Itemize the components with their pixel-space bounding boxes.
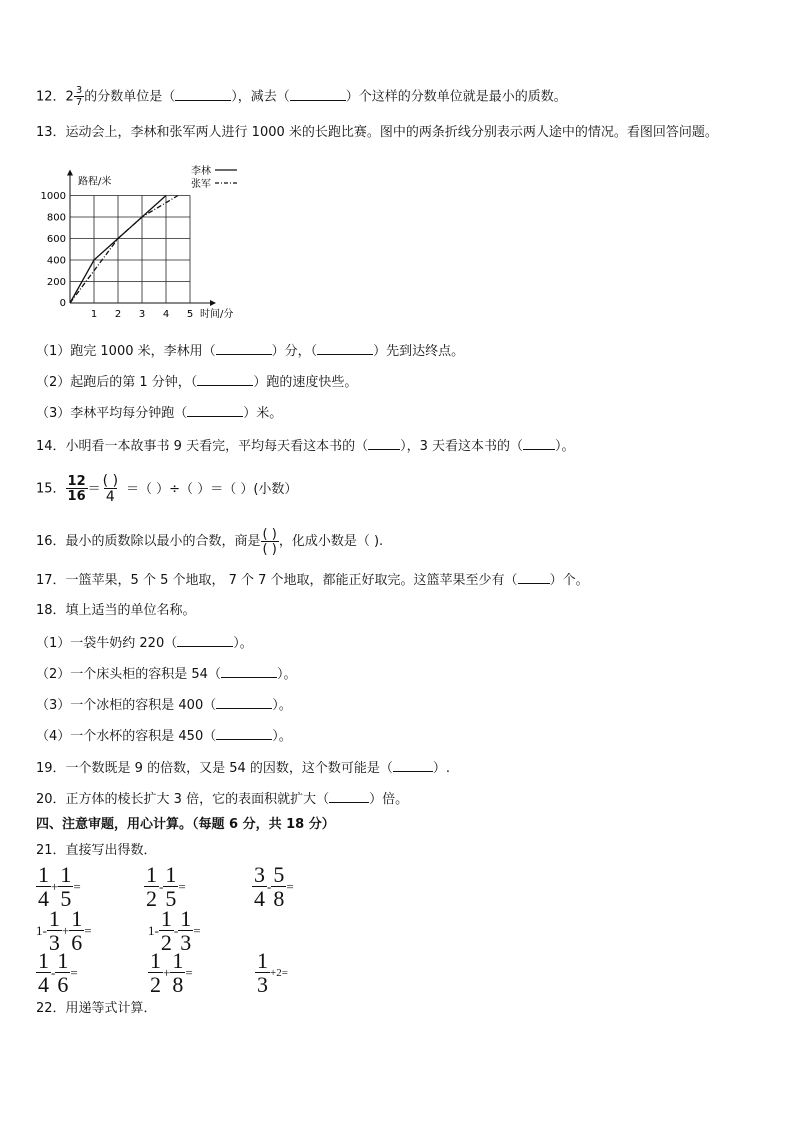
answer-blank[interactable] — [518, 571, 550, 584]
answer-blank[interactable] — [216, 342, 272, 355]
question-18-item4: （4）一个水杯的容积是 450（ ）。 — [36, 729, 292, 744]
answer-blank[interactable] — [290, 88, 346, 101]
calc-r2-2: 1- $\frac{1}{2}$ - $\frac{1}{3}$ = — [148, 906, 201, 955]
question-17: 17．一篮苹果，5 个 5 个地取， 7 个 7 个地取，都能正好取完。这篮苹果至少有（ ）个。 — [36, 573, 589, 588]
y-tick-label: 800 — [46, 212, 66, 224]
answer-blank[interactable] — [523, 437, 555, 450]
fraction-12-16: $\frac{12}{16}$ — [67, 474, 86, 504]
x-axis-label: 时间/分 — [200, 309, 234, 320]
y-axis-label: 路程/米 — [78, 176, 112, 188]
calc-r3-3: $\frac{1}{3}$ +2= — [257, 948, 288, 997]
x-tick-label: 4 — [162, 309, 170, 320]
question-18-title: 18．填上适当的单位名称。 — [36, 603, 196, 618]
answer-blank[interactable] — [221, 665, 277, 678]
x-tick-label: 3 — [138, 309, 146, 320]
question-18-item1: （1）一袋牛奶约 220（ ）。 — [36, 636, 253, 651]
calc-r3-2: $\frac{1}{2}$ + $\frac{1}{8}$ = — [150, 948, 193, 997]
x-tick-label: 5 — [186, 309, 194, 320]
answer-blank[interactable] — [317, 342, 373, 355]
origin-label: 0 — [59, 298, 66, 309]
calc-r1-3: $\frac{3}{4}$ - $\frac{5}{8}$ = — [254, 862, 294, 911]
calc-r1-1: $\frac{1}{4}$ + $\frac{1}{5}$ = — [38, 862, 81, 911]
x-tick-label: 1 — [90, 309, 98, 320]
y-axis-arrow — [67, 170, 73, 176]
answer-blank[interactable] — [216, 696, 272, 709]
question-13-sub3: （3）李林平均每分钟跑（ ）米。 — [36, 406, 283, 421]
question-20: 20．正方体的棱长扩大 3 倍，它的表面积就扩大（ ）倍。 — [36, 792, 409, 807]
y-tick-label: 200 — [46, 277, 66, 288]
fraction-3-7: $\frac{3}{7}$ — [75, 85, 83, 108]
question-14: 14．小明看一本故事书 9 天看完，平均每天看这本书的（ ），3 天看这本书的（ ）。 — [36, 439, 575, 454]
question-19: 19．一个数既是 9 的倍数，又是 54 的因数，这个数可能是（ ）. — [36, 761, 451, 776]
answer-blank[interactable] — [216, 727, 272, 740]
question-13-sub2: （2）起跑后的第 1 分钟，（ ）跑的速度快些。 — [36, 375, 358, 390]
y-tick-label: 600 — [46, 234, 66, 245]
question-13-sub1: （1）跑完 1000 米，李林用（ ）分，（ ）先到达终点。 — [36, 344, 465, 359]
calc-r3-1: $\frac{1}{4}$ - $\frac{1}{6}$ = — [38, 948, 78, 997]
fraction-blank-4[interactable]: ( ) 4 — [102, 473, 119, 505]
answer-blank[interactable] — [175, 88, 231, 101]
question-18-item2: （2）一个床头柜的容积是 54（ ）。 — [36, 667, 297, 682]
y-tick-label: 1000 — [40, 191, 66, 202]
calc-r2-1: 1- $\frac{1}{3}$ + $\frac{1}{6}$ = — [36, 906, 92, 955]
fraction-blank[interactable]: ( ) ( ) — [262, 526, 277, 557]
question-18-item3: （3）一个冰柜的容积是 400（ ）。 — [36, 698, 292, 713]
y-tick-label: 400 — [46, 255, 66, 267]
question-15: 15． $\frac{12}{16}$ ＝ ( ) 4 ＝（ ）÷（ ）＝（ ）(小数） — [36, 473, 298, 505]
series-line-1 — [70, 196, 178, 304]
question-13: 13．运动会上，李林和张军两人进行 1000 米的长跑比赛。图中的两条折线分别表示两人途中的情况。看图回答问题。 — [36, 125, 718, 140]
answer-blank[interactable] — [177, 634, 233, 647]
section-4-heading: 四、注意审题，用心计算。（每题 6 分，共 18 分） — [36, 817, 335, 832]
legend-label: 李林 — [191, 166, 211, 177]
question-12: 12．2 $\frac{3}{7}$ 的分数单位是（ ），减去（ ）个这样的分数单位就是最小的质数。 — [36, 85, 567, 108]
legend-label: 张军 — [191, 179, 211, 190]
calc-r1-2: $\frac{1}{2}$ - $\frac{1}{5}$ = — [146, 862, 186, 911]
x-tick-label: 2 — [114, 309, 122, 320]
answer-blank[interactable] — [329, 790, 369, 803]
x-axis-arrow — [210, 300, 216, 306]
question-16: 16．最小的质数除以最小的合数，商是 ( ) ( ) ，化成小数是（ ). — [36, 526, 384, 557]
answer-blank[interactable] — [187, 404, 243, 417]
answer-blank[interactable] — [197, 373, 253, 386]
answer-blank[interactable] — [368, 437, 400, 450]
distance-time-chart — [36, 160, 256, 320]
answer-blank[interactable] — [393, 759, 433, 772]
question-21-title: 21．直接写出得数． — [36, 843, 157, 858]
question-22: 22．用递等式计算． — [36, 1001, 157, 1016]
